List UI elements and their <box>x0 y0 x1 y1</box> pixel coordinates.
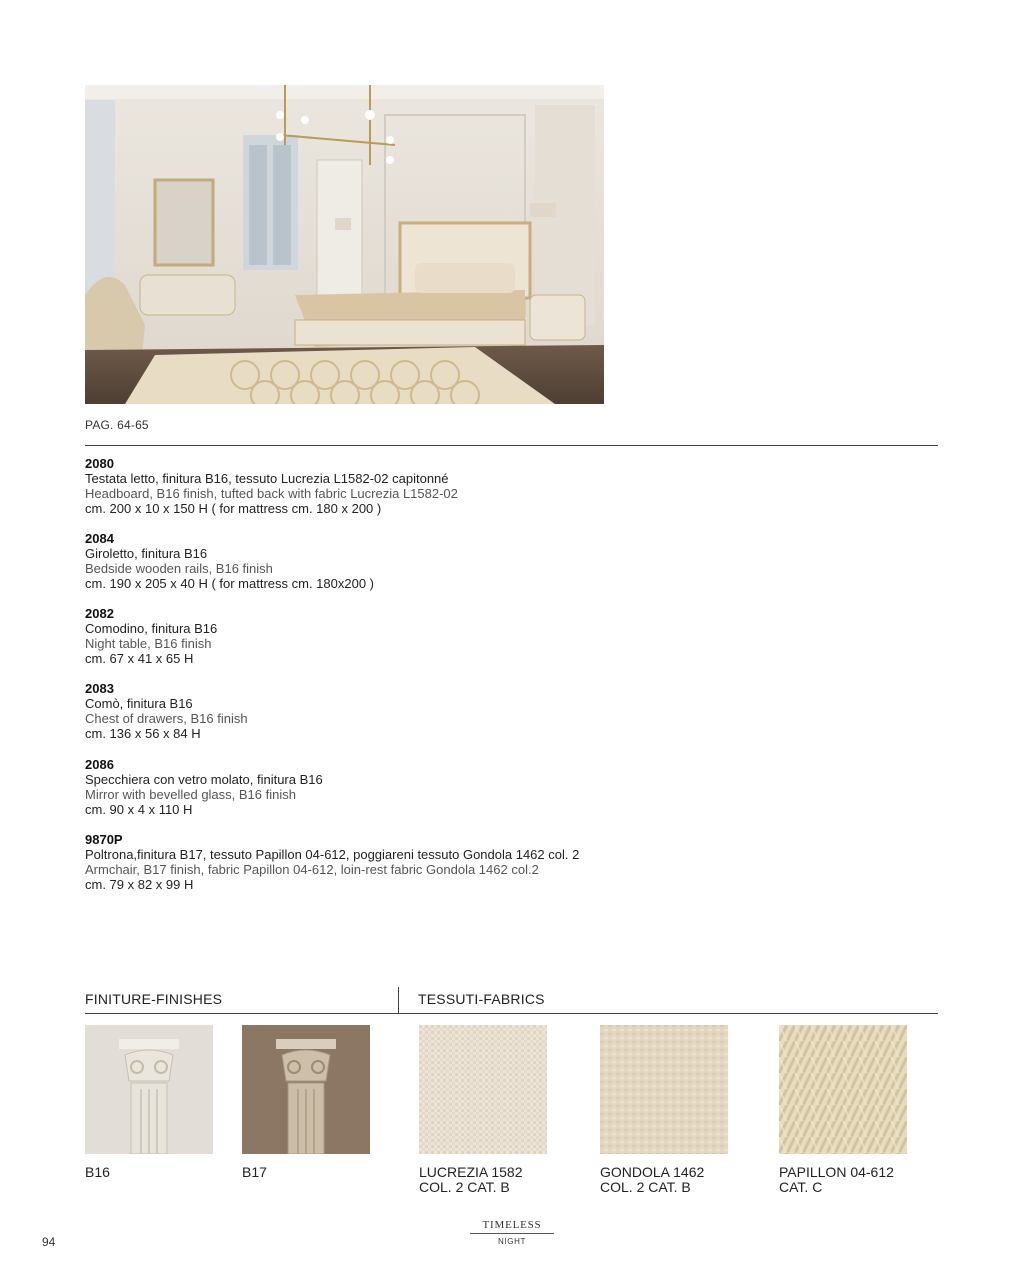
product-entry <box>85 832 685 892</box>
product-dimensions: cm. 79 x 82 x 99 H <box>85 877 194 892</box>
product-dimensions: cm. 67 x 41 x 65 H <box>85 651 194 666</box>
page-number: 94 <box>42 1235 56 1249</box>
fabric-category: CAT. C <box>779 1179 823 1195</box>
product-desc-en: Chest of drawers, B16 finish <box>85 711 248 726</box>
product-desc-it: Comodino, finitura B16 <box>85 621 218 636</box>
product-desc-en: Mirror with bevelled glass, B16 finish <box>85 787 296 802</box>
finish-swatch-b16 <box>85 1025 213 1154</box>
product-desc-it: Specchiera con vetro molato, finitura B16 <box>85 772 323 787</box>
page-reference: PAG. 64-65 <box>85 418 149 432</box>
fabric-name: GONDOLA 1462 <box>600 1164 705 1180</box>
collection-brand <box>470 1219 554 1246</box>
product-entry <box>85 757 645 817</box>
fabric-label <box>419 1165 523 1195</box>
finish-label: B16 <box>85 1164 110 1180</box>
brand-name: TIMELESS <box>482 1219 542 1231</box>
product-desc-it: Poltrona,finitura B17, tessuto Papillon 04-612, poggiareni tessuto Gondola 1462 col. 2 <box>85 847 580 862</box>
product-desc-en: Bedside wooden rails, B16 finish <box>85 561 273 576</box>
product-code: 2082 <box>85 606 114 621</box>
fabric-swatch-lucrezia <box>419 1025 547 1154</box>
fabric-label <box>600 1165 704 1195</box>
bedroom-photo <box>85 85 604 404</box>
product-dimensions: cm. 90 x 4 x 110 H <box>85 802 193 817</box>
product-desc-it: Testata letto, finitura B16, tessuto Lucrezia L1582-02 capitonné <box>85 471 449 486</box>
product-code: 9870P <box>85 832 123 847</box>
fabric-category: COL. 2 CAT. B <box>600 1179 691 1195</box>
product-desc-en: Night table, B16 finish <box>85 636 212 651</box>
product-dimensions: cm. 136 x 56 x 84 H <box>85 726 201 741</box>
product-code: 2086 <box>85 757 114 772</box>
product-entry <box>85 531 645 591</box>
product-desc-it: Comò, finitura B16 <box>85 696 193 711</box>
product-dimensions: cm. 200 x 10 x 150 H ( for mattress cm. 180 x 200 ) <box>85 501 382 516</box>
section-rule <box>85 1013 938 1014</box>
product-code: 2084 <box>85 531 114 546</box>
finish-label: B17 <box>242 1164 267 1180</box>
product-code: 2083 <box>85 681 114 696</box>
brand-rule <box>470 1233 554 1234</box>
product-entry <box>85 456 645 516</box>
product-desc-en: Armchair, B17 finish, fabric Papillon 04-612, loin-rest fabric Gondola 1462 col.2 <box>85 862 539 877</box>
product-code: 2080 <box>85 456 114 471</box>
fabric-swatch-gondola <box>600 1025 728 1154</box>
product-desc-en: Headboard, B16 finish, tufted back with fabric Lucrezia L1582-02 <box>85 486 458 501</box>
fabric-name: LUCREZIA 1582 <box>419 1164 523 1180</box>
divider <box>85 445 938 446</box>
fabric-label <box>779 1165 894 1195</box>
section-divider <box>398 987 399 1013</box>
fabric-swatch-papillon <box>779 1025 907 1154</box>
fabrics-heading: TESSUTI-FABRICS <box>418 991 545 1007</box>
finish-swatch-b17 <box>242 1025 370 1154</box>
fabric-category: COL. 2 CAT. B <box>419 1179 510 1195</box>
brand-subtitle: NIGHT <box>498 1237 526 1246</box>
fabric-name: PAPILLON 04-612 <box>779 1164 894 1180</box>
product-entry <box>85 606 645 666</box>
finishes-heading: FINITURE-FINISHES <box>85 991 223 1007</box>
product-dimensions: cm. 190 x 205 x 40 H ( for mattress cm. 180x200 ) <box>85 576 375 591</box>
product-desc-it: Giroletto, finitura B16 <box>85 546 208 561</box>
product-entry <box>85 681 645 741</box>
